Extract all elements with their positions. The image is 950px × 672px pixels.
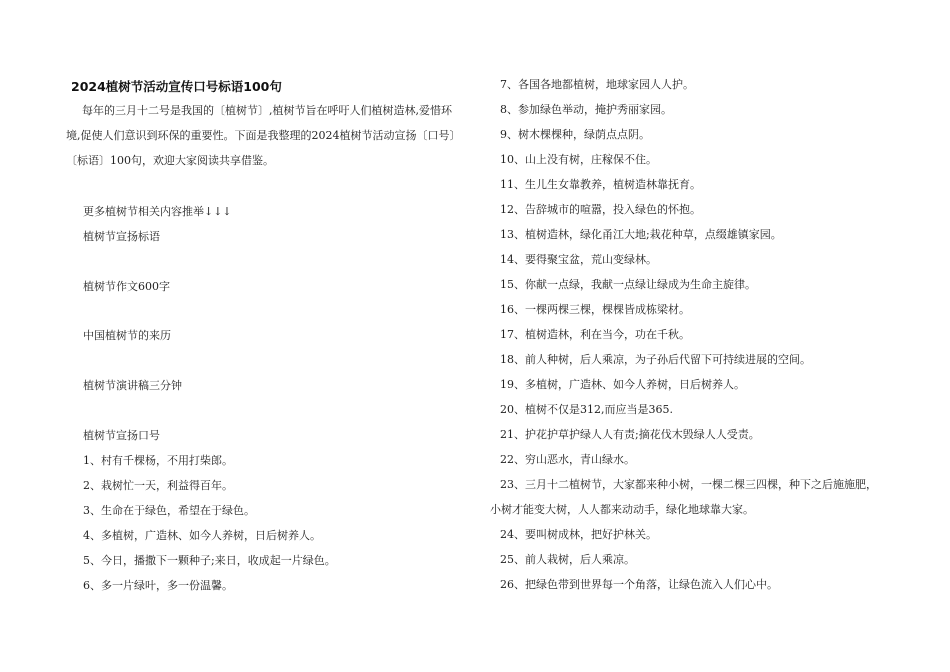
link-speech-3min[interactable]: 植树节演讲稿三分钟 xyxy=(83,379,182,392)
slogan-item: 4、多植树，广造林、如今人养树，日后树养人。 xyxy=(83,529,321,542)
link-slogans[interactable]: 植树节宣扬口号 xyxy=(83,429,160,442)
slogan-item: 14、要得聚宝盆，荒山变绿林。 xyxy=(500,253,657,266)
slogan-item: 12、告辞城市的喧嚣，投入绿色的怀抱。 xyxy=(500,203,701,216)
slogan-item: 7、各国各地都植树，地球家园人人护。 xyxy=(500,78,694,91)
slogan-item: 17、植树造林，利在当今，功在千秋。 xyxy=(500,328,690,341)
link-slogan-banners[interactable]: 植树节宣扬标语 xyxy=(83,230,160,243)
slogan-item: 16、一棵两棵三棵，棵棵皆成栋梁材。 xyxy=(500,303,690,316)
slogan-item: 25、前人栽树，后人乘凉。 xyxy=(500,553,635,566)
slogan-item: 6、多一片绿叶，多一份温馨。 xyxy=(83,579,233,592)
slogan-item: 26、把绿色带到世界每一个角落，让绿色流入人们心中。 xyxy=(500,578,778,591)
slogan-item: 19、多植树，广造林、如今人养树，日后树养人。 xyxy=(500,378,745,391)
slogan-item: 5、今日，播撒下一颗种子;来日，收成起一片绿色。 xyxy=(83,554,336,567)
slogan-item: 24、要叫树成林，把好护林关。 xyxy=(500,528,657,541)
slogan-item-continuation: 小树才能变大树，人人都来动动手，绿化地球靠大家。 xyxy=(490,503,754,516)
slogan-item: 15、你献一点绿，我献一点绿让绿成为生命主旋律。 xyxy=(500,278,756,291)
link-essay-600[interactable]: 植树节作文600字 xyxy=(83,280,170,293)
slogan-item: 2、栽树忙一天，利益得百年。 xyxy=(83,479,233,492)
link-arbor-day-origin[interactable]: 中国植树节的来历 xyxy=(83,329,171,342)
slogan-item: 8、参加绿色举动，掩护秀丽家园。 xyxy=(500,103,672,116)
slogan-item: 20、植树不仅是312,而应当是365. xyxy=(500,403,673,416)
slogan-item: 9、树木棵棵种，绿荫点点阴。 xyxy=(500,128,650,141)
recommend-heading: 更多植树节相关内容推举↓↓↓ xyxy=(83,205,232,218)
slogan-item: 22、穷山恶水，青山绿水。 xyxy=(500,453,635,466)
slogan-item: 13、植树造林，绿化甬江大地;栽花种草，点缀雄镇家园。 xyxy=(500,228,782,241)
intro-paragraph: 每年的三月十二号是我国的〔植树节〕,植树节旨在呼吁人们植树造林,爱惜环境,促使人们意识到环保的重要性。下面是我整理的2024植树节活动宣扬〔口号〕〔标语〕100句，欢迎大家阅读共享借鉴。 xyxy=(66,104,461,167)
slogan-item: 11、生儿生女靠教养，植树造林靠抚育。 xyxy=(500,178,701,191)
document-title: 2024植树节活动宣传口号标语100句 xyxy=(71,79,282,94)
slogan-item: 3、生命在于绿色，希望在于绿色。 xyxy=(83,504,255,517)
slogan-item: 21、护花护草护绿人人有责;摘花伐木毁绿人人受责。 xyxy=(500,428,760,441)
slogan-item: 1、村有千棵杨，不用打柴郎。 xyxy=(83,454,233,467)
slogan-item: 10、山上没有树，庄稼保不住。 xyxy=(500,153,657,166)
slogan-item: 18、前人种树，后人乘凉，为子孙后代留下可持续进展的空间。 xyxy=(500,353,811,366)
slogan-item: 23、三月十二植树节，大家都来种小树，一棵二棵三四棵，种下之后施施肥， xyxy=(500,478,877,491)
